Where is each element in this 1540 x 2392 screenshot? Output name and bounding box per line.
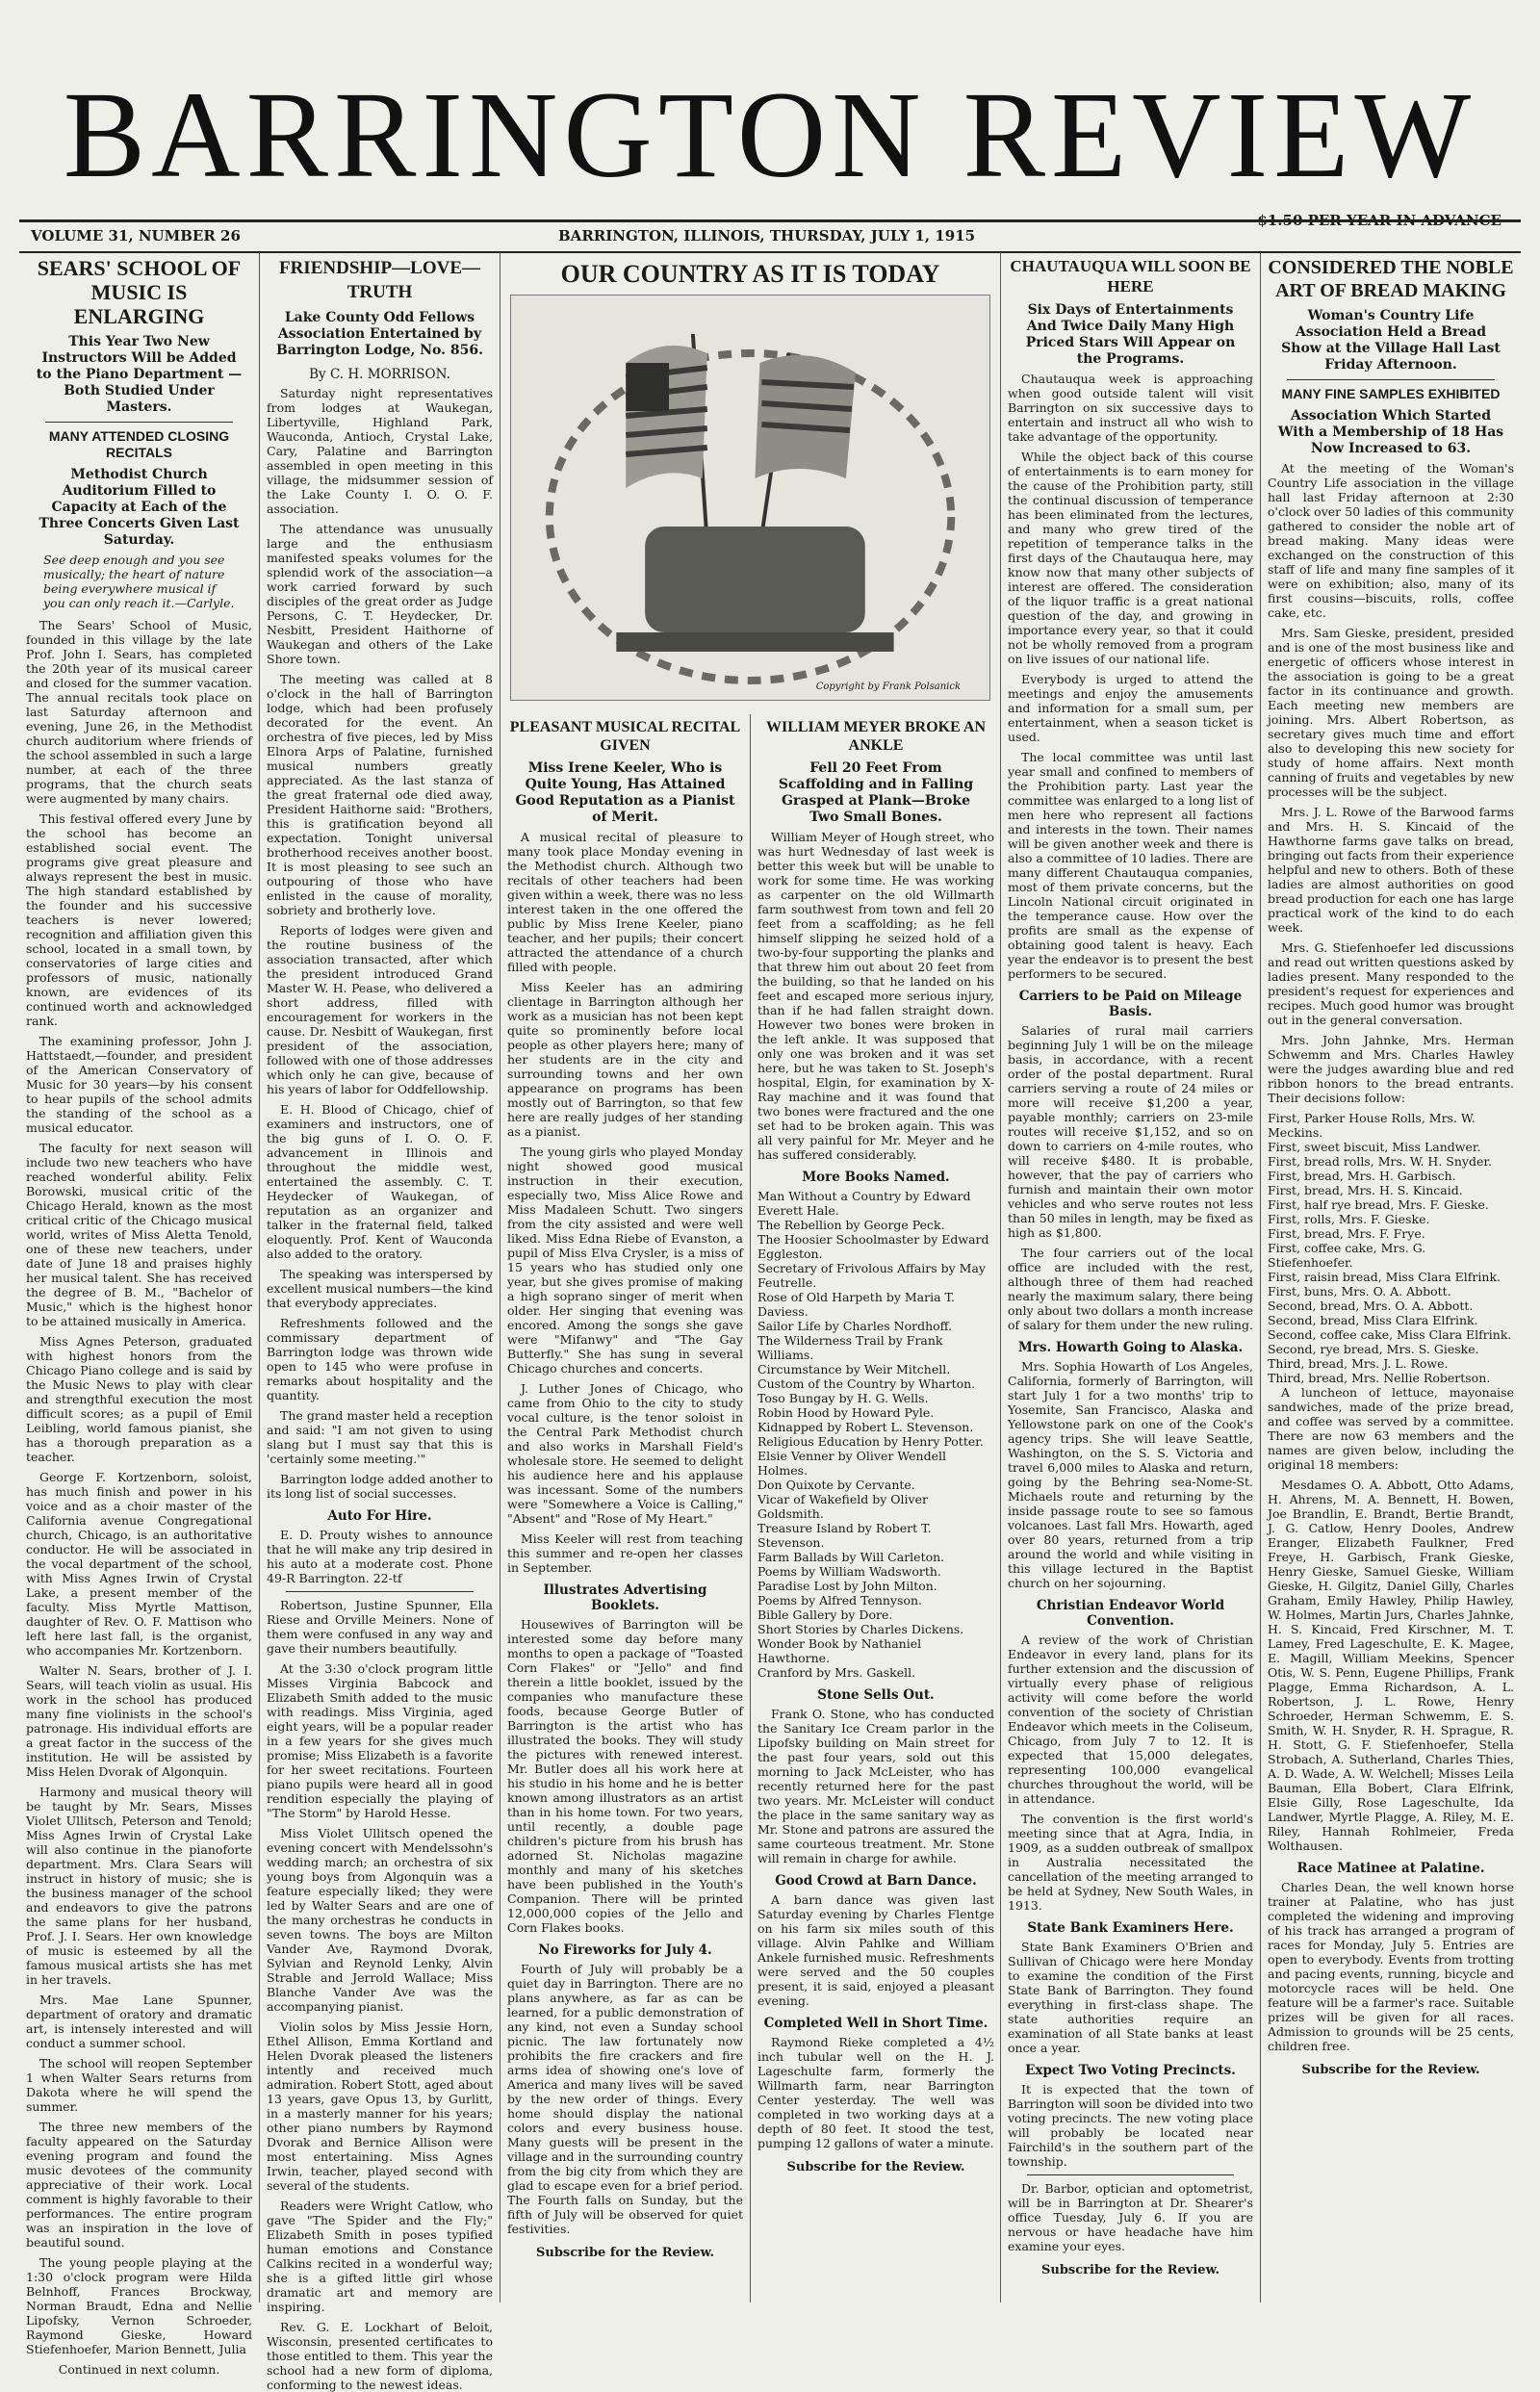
article-body xyxy=(1008,1940,1253,2055)
paragraph: J. Luther Jones of Chicago, who came from Ohio to the city to study vocal culture, is the tenor soloist in the Central Park Methodist church and also works in Marshall Field's wholesale store. He seemed to delight his audience here and his applause was incessant. Some of the numbers were "Somewhere a Voice is Calling," "Absent" and "Rose of My Heart." xyxy=(507,1381,743,1526)
subhead-barn-dance: Good Crowd at Barn Dance. xyxy=(775,1873,977,1889)
paragraph: Barrington lodge added another to its long list of social successes. xyxy=(267,1472,493,1501)
paragraph: Rev. G. E. Lockhart of Beloit, Wisconsin, presented certificates to those entitled to them. This year the school had a new form of diploma, conforming to the newest ideas. xyxy=(267,2320,493,2392)
deck-recitals: Methodist Church Auditorium Filled to Capacity at Each of the Three Concerts Given Last Saturday. xyxy=(38,467,240,548)
paragraph: E. H. Blood of Chicago, chief of examiners and instructors, one of the big guns of I. O. O. F. advancement in Illinois and throughout the middle west, entertained the assembly. C. T. Heydecker of Waukegan, of reputation as an organizer and talker in the fraternal field, talked eloquently. Prof. Kent of Wauconda also added to the oratory. xyxy=(267,1102,493,1261)
paragraph: A luncheon of lettuce, mayonaise sandwiches, made of the prize bread, and coffee was served by a committee. There are now 63 members and the names are given below, including the original 18 members: xyxy=(1268,1385,1514,1472)
headline-bread-making: CONSIDERED THE NOBLE ART OF BREAD MAKING xyxy=(1268,257,1514,301)
epigraph: See deep enough and you see musically; the heart of nature being everywhere musical if you can only reach it.—Carlyle. xyxy=(43,553,235,610)
paragraph: Salaries of rural mail carriers beginning July 1 will be on the mileage basis, in accordance, with a recent order of the postal department. Rural carriers serving a route of 24 miles or more will receive $1,200 a year, payable monthly; carriers on 23-mile routes will receive $1,152, and so on down to carriers on 4-mile routes, who will receive $480. It is probable, however, that the pay of carriers who furnish and maintain their own motor vehicles and who serve routes not less than 50 miles in length, may be fixed as high as $1,800. xyxy=(1008,1023,1253,1240)
subscribe-note: Subscribe for the Review. xyxy=(1301,2063,1480,2077)
list-item: Man Without a Country by Edward Everett Hale. xyxy=(757,1189,971,1218)
deck-musical-recital: Miss Irene Keeler, Who is Quite Young, Has Attained Good Reputation as a Pianist of Merit. xyxy=(515,760,735,825)
paragraph: The speaking was interspersed by excellent musical numbers—the kind that everybody appreciates. xyxy=(267,1267,493,1310)
deck-sears-school: This Year Two New Instructors Will be Added to the Piano Department —Both Studied Under Masters. xyxy=(36,334,243,415)
article-body xyxy=(1008,1023,1253,1332)
paragraph: Miss Keeler has an admiring clientage in Barrington although her work as a musician has not been kept quite so prominently before local people as other players here; many of her students are in the city and surrounding towns and her own appearance on programs has been mostly out of Barrington, so that few here are really judges of her standing as a pianist. xyxy=(507,980,743,1139)
headline-william-meyer: WILLIAM MEYER BROKE AN ANKLE xyxy=(765,719,987,754)
article-body xyxy=(1008,372,1253,981)
article-body xyxy=(1268,461,1514,1105)
list-item: Poems by William Wadsworth. xyxy=(757,1564,941,1579)
paragraph: The grand master held a reception and said: "I am not given to using slang but I must say that this is 'certainly some meeting.'" xyxy=(267,1408,493,1466)
list-item: First, rolls, Mrs. F. Gieske. xyxy=(1268,1212,1430,1226)
subhead-recitals: MANY ATTENDED CLOSING RECITALS xyxy=(48,428,230,460)
paragraph: Violin solos by Miss Jessie Horn, Ethel Allison, Emma Kortland and Helen Dvorak pleased the listeners intently and received much admiration. Robert Stott, aged about 13 years, gave Opus 13, by Gurlitt, in a masterly manner for his years; other piano numbers by Raymond Dvorak and Bernice Allison were most entertaining. Miss Agnes Irwin, teacher, played second with several of the students. xyxy=(267,2019,493,2193)
list-item: Vicar of Wakefield by Oliver Goldsmith. xyxy=(757,1492,928,1521)
deck-william-meyer: Fell 20 Feet From Scaffolding and in Falling Grasped at Plank—Broke Two Small Bones. xyxy=(778,760,974,825)
article-body xyxy=(757,1707,994,1865)
headline-sears-school: SEARS' SCHOOL OF MUSIC IS ENLARGING xyxy=(37,256,242,328)
article-body xyxy=(1008,2082,1253,2253)
column-musical-recital xyxy=(500,714,751,2302)
list-item: First, sweet biscuit, Miss Landwer. xyxy=(1268,1140,1481,1154)
paragraph: Saturday night representatives from lodges at Waukegan, Libertyville, Highland Park, Wauconda, Antioch, Crystal Lake, Cary, Palatine and Barrington assembled in open meeting in this village, the midsummer session of the Lake County I. O. O. F. association. xyxy=(267,386,493,516)
paragraph: Harmony and musical theory will be taught by Mr. Sears, Misses Violet Ullitsch, Peterson and Tenold; Miss Agnes Irwin of Crystal Lake will also continue in the pianoforte department. Mrs. Clara Sears will instruct in history of music; she is the business manager of the school and endeavors to give the patrons the same plans for her husband, Prof. J. I. Sears. Her own knowledge of music is esteemed by all the famous musical artists she has met in her travels. xyxy=(26,1785,252,1987)
list-item: Toso Bungay by H. G. Wells. xyxy=(757,1391,929,1405)
paragraph: E. D. Prouty wishes to announce that he will make any trip desired in his auto at a moderate cost. Phone 49-R Barrington. 22-tf xyxy=(267,1528,493,1585)
paragraph: The examining professor, John J. Hattstaedt,—founder, and president of the American Conservatory of Music for 30 years—by his consent to hear pupils of the school admits the standing of the school as a musical educator. xyxy=(26,1034,252,1135)
deck-odd-fellows: Lake County Odd Fellows Association Entertained by Barrington Lodge, No. 856. xyxy=(276,310,483,358)
paragraph: The three new members of the faculty appeared on the Saturday evening program and found the music devotees of the community appreciative of their work. Local comment is highly favorable to their performances. The entire program was an inspiration in the love of beautiful sound. xyxy=(26,2120,252,2250)
paragraph: This festival offered every June by the school has become an established social event. The programs give great pleasure and always represent the best in music. The high standard established by the founder and his successive teachers is never lowered; recognition and affiliation given this school, located in a small town, by conservatories of large cities and professors of music, nationally known, are evidences of its continued worth and acknowledged rank. xyxy=(26,811,252,1028)
paragraph: Chautauqua week is approaching when good outside talent will visit Barrington on six successive days to entertain and instruct all who wish to take advantage of the opportunity. xyxy=(1008,372,1253,444)
dateline-bar xyxy=(19,219,1521,253)
subscription-price: $1.50 PER YEAR IN ADVANCE xyxy=(1257,212,1502,229)
list-item: Kidnapped by Robert L. Stevenson. xyxy=(757,1420,974,1434)
list-item: Custom of the Country by Wharton. xyxy=(757,1376,976,1391)
paragraph: Refreshments followed and the commissary department of Barrington lodge was thrown wide open to 145 who were profuse in remarks about hospitality and the quantity. xyxy=(267,1316,493,1402)
column-sears-school xyxy=(19,252,260,2377)
dateline: BARRINGTON, ILLINOIS, THURSDAY, JULY 1, 1915 xyxy=(558,227,976,244)
list-item: First, coffee cake, Mrs. G. Stiefenhoefer. xyxy=(1268,1241,1426,1270)
column-william-meyer xyxy=(751,714,1001,2302)
list-item: Paradise Lost by John Milton. xyxy=(757,1579,937,1593)
headline-chautauqua: CHAUTAUQUA WILL SOON BE HERE xyxy=(1010,257,1251,296)
paragraph: A musical recital of pleasure to many took place Monday evening in the Methodist church. Although two recitals of other teachers had been given within a week, there was no less interest taken in the one offered the public by Miss Irene Keeler, piano teacher, and her pupils; their concert attracted the attendance of a church filled with people. xyxy=(507,830,743,974)
paragraph: A review of the work of Christian Endeavor in every land, plans for its further extension and the discussion of virtually every phase of religious activity will come before the world convention of the society of Christian Endeavor which meets in the Coliseum, Chicago, from July 7 to 12. It is expected that 15,000 delegates, representing 100,000 evangelical churches throughout the world, will be in attendance. xyxy=(1008,1633,1253,1806)
paragraph: The meeting was called at 8 o'clock in the hall of Barrington lodge, which had been profusely decorated for the event. An orchestra of five pieces, led by Miss Elnora Arps of Palatine, furnished musical numbers greatly appreciated. As the last stanza of the great fraternal ode died away, President Haithorne said: "Brothers, this is gratification beyond all expectation. Tonight universal brotherhood receives another boost. It is most pleasing to see such an outpouring of those who have enlisted in the cause of morality, sobriety and brotherly love. xyxy=(267,672,493,917)
subhead-bank-examiners: State Bank Examiners Here. xyxy=(1027,1920,1234,1936)
article-body xyxy=(1268,1880,1514,2053)
list-item: Bible Gallery by Dore. xyxy=(757,1608,893,1622)
books-list xyxy=(757,1189,994,1680)
list-item: First, bread, Mrs. H. S. Kincaid. xyxy=(1268,1183,1463,1197)
subhead-race-matinee: Race Matinee at Palatine. xyxy=(1296,1861,1485,1876)
awards-list xyxy=(1268,1111,1514,1385)
article-body xyxy=(507,830,743,1575)
list-item: First, raisin bread, Miss Clara Elfrink. xyxy=(1268,1270,1502,1284)
list-item: The Hoosier Schoolmaster by Edward Eggleston. xyxy=(757,1232,989,1261)
headline-our-country: OUR COUNTRY AS IT IS TODAY xyxy=(560,260,940,288)
flag-photo-art xyxy=(511,296,989,700)
list-item: First, bread, Mrs. F. Frye. xyxy=(1268,1226,1425,1241)
paragraph: Miss Violet Ullitsch opened the evening concert with Mendelssohn's wedding march; an orchestra of six young boys from Algonquin was a feature especially liked; they were led by Walter Sears and are one of the many orchestras he conducts in seven towns. The boys are Milton Vander Ave, Raymond Dvorak, Sylvian and Reynold Lenky, Alvin Strable and Jerrold Wallace; Miss Blanche Vander Ave was the accompanying pianist. xyxy=(267,1826,493,2014)
subhead-more-books: More Books Named. xyxy=(802,1170,950,1185)
paragraph: It is expected that the town of Barrington will soon be divided into two voting precincts. The new voting place will probably be located near Fairchild's in the southern part of the township. xyxy=(1008,2082,1253,2169)
article-body xyxy=(507,1617,743,1935)
list-item: Poems by Alfred Tennyson. xyxy=(757,1593,922,1608)
list-item: Elsie Venner by Oliver Wendell Holmes. xyxy=(757,1449,946,1478)
paragraph: The convention is the first world's meeting since that at Agra, India, in 1909, as a sudden outbreak of smallpox in Australia necessitated the cancellation of the meeting arranged to be held at Sydney, New South Wales, in 1913. xyxy=(1008,1812,1253,1913)
list-item: Third, bread, Mrs. Nellie Robertson. xyxy=(1268,1371,1491,1385)
article-body xyxy=(507,1962,743,2236)
paragraph: Mrs. Sophia Howarth of Los Angeles, California, formerly of Barrington, will start July 1 for a two months' trip to Yosemite, San Francisco, Alaska and Yellowstone park on one of the Cook's agency trips. She will leave Seattle, Washington, on the S. S. Victoria and travel 6,000 miles to Alaska and return, going by the Behring sea-Nome-St. Michaels route and returning by the inside passage route to see so famous volcanoes. Last fall Mrs. Howarth, aged over 80 years, returned from a trip around the world and while visiting in this village lectured in the Baptist church on her sojourning. xyxy=(1008,1359,1253,1590)
paragraph: Dr. Barbor, optician and optometrist, will be in Barrington at Dr. Shearer's office Tuesday, July 6. If you are nervous or have headache have him examine your eyes. xyxy=(1008,2181,1253,2253)
subhead-stone-sells-out: Stone Sells Out. xyxy=(817,1687,935,1703)
paragraph: The four carriers out of the local office are included with the rest, although three of them had reached nearly the maximum salary, there being only about two dollars a month increase of salary for them under the new ruling. xyxy=(1008,1246,1253,1332)
paragraph: The young people playing at the 1:30 o'clock program were Hilda Belnhoff, Frances Brockway, Norman Braudt, Edna and Nellie Lipofsky, Vernon Schroeder, Raymond Gieske, Howard Stiefenhoefer, Marion Bennett, Julia xyxy=(26,2255,252,2356)
divider xyxy=(1287,379,1495,380)
byline: By C. H. MORRISON. xyxy=(309,367,450,382)
column-bread-making xyxy=(1261,252,1521,2302)
deck-samples: Association Which Started With a Membership of 18 Has Now Increased to 63. xyxy=(1277,408,1504,456)
list-item: First, buns, Mrs. O. A. Abbott. xyxy=(1268,1284,1451,1299)
list-item: Don Quixote by Cervante. xyxy=(757,1478,915,1492)
deck-bread-making: Woman's Country Life Association Held a Bread Show at the Village Hall Last Friday Afternoon. xyxy=(1281,308,1501,373)
paragraph: Miss Agnes Peterson, graduated with highest honors from the Chicago Piano college and is said by the Music News to play with clear and strengthful execution the most difficult scores; as a pupil of Emil Leibling, world famous pianist, she has a thorough preparation as a teacher. xyxy=(26,1334,252,1464)
paragraph: At the 3:30 o'clock program little Misses Virginia Babcock and Elizabeth Smith added to the music with readings. Miss Virginia, aged eight years, will be a popular reader in a few years for she gives much promise; Miss Elizabeth is a favorite for her sweet recitations. Fourteen piano pupils were heard all in good rendition especially the playing of "The Storm" by Harold Hesse. xyxy=(267,1661,493,1820)
subhead-no-fireworks: No Fireworks for July 4. xyxy=(538,1942,712,1958)
subhead-christian-endeavor: Christian Endeavor World Convention. xyxy=(1036,1598,1225,1629)
paragraph: Mrs. Mae Lane Spunner, department of oratory and dramatic art, is intensely interested and will conduct a summer school. xyxy=(26,1993,252,2050)
paragraph: Walter N. Sears, brother of J. I. Sears, will teach violin as usual. His work in the school has produced many fine violinists in the school's patronage. His individual efforts are a great factor in the success of the institution. He will be assisted by Miss Helen Dvorak of Algonquin. xyxy=(26,1663,252,1779)
paragraph: Mrs. Sam Gieske, president, presided and is one of the most business like and energetic of officers whose interest in the association is going to be a great factor in its continuance and growth. Each meeting new members are joining. Mrs. Albert Robertson, as secretary gives much time and effort also to developing this new society for study of home affairs. Next month canning of fruits and vegetables by new processes will be the subject. xyxy=(1268,626,1514,799)
paragraph: State Bank Examiners O'Brien and Sullivan of Chicago were here Monday to examine the condition of the First State Bank of Barrington. They found everything in first-class shape. The state authorities require an examination of all State banks at least once a year. xyxy=(1008,1940,1253,2055)
list-item: Treasure Island by Robert T. Stevenson. xyxy=(757,1521,932,1550)
paragraph: William Meyer of Hough street, who was hurt Wednesday of last week is better this week but will be unable to work for some time. He was working as carpenter on the old Willmarth farm southwest from town and fell 20 feet from a scaffolding; as he fell himself slipping he seized hold of a two-by-four supporting the planks and that threw him out about 20 feet from the building, so that he landed on his feet and escaped more serious injury, than if he had fallen straight down. However two bones were broken in the left ankle. It was supposed that only one was broken and it was set here, but he was taken to St. Joseph's hospital, Elgin, for examination by X-Ray machine and it was found that two bones were fractured and the one set had to be broken again. This was all very painful for Mr. Meyer and he has suffered considerably. xyxy=(757,830,994,1162)
list-item: Second, bread, Mrs. O. A. Abbott. xyxy=(1268,1299,1474,1313)
paragraph: Mrs. G. Stiefenhoefer led discussions and read out written questions asked by ladies present. Many responded to the president's request for experiences and recipes. Much good humor was brought out in the general conversation. xyxy=(1268,940,1514,1027)
list-item: Second, coffee cake, Miss Clara Elfrink. xyxy=(1268,1327,1512,1342)
article-body xyxy=(267,386,493,1501)
column-odd-fellows xyxy=(260,252,500,2392)
subscribe-note: Subscribe for the Review. xyxy=(536,2246,714,2260)
article-body xyxy=(1008,1359,1253,1590)
paragraph: George F. Kortzenborn, soloist, has much finish and power in his voice and as a choir master of the California avenue Congregational church, Chicago, is an authoritative conductor. He will be associated in the vocal department of the school, with Miss Agnes Irwin of Crystal Lake, a present member of the faculty. Miss Myrtle Mattison, daughter of Rev. O. F. Mattison who left here last fall, is the organist, who accompanies Mr. Kortzenborn. xyxy=(26,1470,252,1658)
article-body xyxy=(757,1892,994,2008)
deck-chautauqua: Six Days of Entertainments And Twice Daily Many High Priced Stars Will Appear on the Programs. xyxy=(1025,302,1236,367)
list-item: Third, bread, Mrs. J. L. Rowe. xyxy=(1268,1356,1449,1371)
paragraph: Frank O. Stone, who has conducted the Sanitary Ice Cream parlor in the Lipofsky building on Main street for the past four years, sold out this morning to Jack McLeister, who has recently returned here for the past two years. Mr. McLeister will conduct the place in the same sanitary way as Mr. Stone and patrons are assured the same courteous treatment. Mr. Stone will remain in charge for awhile. xyxy=(757,1707,994,1865)
continued-note: Continued in next column. xyxy=(58,2362,220,2377)
columns xyxy=(19,252,1521,2392)
list-item: First, Parker House Rolls, Mrs. W. Meckins. xyxy=(1268,1111,1476,1140)
list-item: Second, bread, Miss Clara Elfrink. xyxy=(1268,1313,1478,1327)
paragraph: Mesdames O. A. Abbott, Otto Adams, H. Ahrens, M. A. Bennett, H. Bowen, Joe Brandlin, E. Brandt, Bertie Brandt, J. G. Catlow, Henry Dooles, Andrew Eranger, Elizabeth Faulkner, Fred Freye, H. Garbisch, Frank Gieske, Henry Gieske, Samuel Gieske, William Gieske, H. Gilgitz, Daniel Gilly, Charles Graham, Emily Hawley, Philip Hawley, W. Holmes, Martin Jurs, Charles Jahnke, H. S. Kincaid, Fred Kirschner, M. T. Lamey, Fred Lageschulte, E. K. Magee, E. Magill, William Meekins, Spencer Otis, W. S. Penn, Eugene Phillips, Frank Plagge, Emma Richardson, A. L. Robertson, J. L. Rowe, Henry Schroeder, Herman Schwemm, E. S. Smith, W. H. Snyder, R. H. Sprague, R. H. Stott, G. F. Stiefenhoefer, Stella Strobach, A. Sutherland, Charles Thies, A. D. Wade, A. W. Welchell; Misses Leila Bauman, Ella Bobert, Clara Elfrink, Elsie Gilly, Rose Lageschulte, Ida Landwer, Myrtle Plagge, A. Riley, M. E. Riley, Hannah Rohlmeier, Freda Wolthausen. xyxy=(1268,1478,1514,1853)
paragraph: Raymond Rieke completed a 4½ inch tubular well on the H. J. Lageschulte farm, formerly the Willmarth farm, near Barrington Center yesterday. The well was completed in two working days at a depth of 80 feet. It stood the test, pumping 12 gallons of water a minute. xyxy=(757,2035,994,2150)
article-body xyxy=(1008,1633,1253,1913)
divider xyxy=(286,1591,474,1592)
subhead-howarth-alaska: Mrs. Howarth Going to Alaska. xyxy=(1017,1340,1244,1355)
list-item: Rose of Old Harpeth by Maria T. Daviess. xyxy=(757,1290,956,1319)
column-chautauqua xyxy=(1001,252,1261,2302)
article-body xyxy=(757,2035,994,2150)
list-item: Short Stories by Charles Dickens. xyxy=(757,1622,964,1636)
paragraph: The young girls who played Monday night showed good musical instruction in their execution, especially two, Miss Alice Rowe and Miss Madaleen Schutt. Two singers from the city assisted and were well liked. Miss Edna Riebe of Evanston, a pupil of Miss Elva Crysler, is a miss of 15 years who has studied only one year, but she gives promise of making a high soprano singer of merit when older. Her singing that evening was encored. Among the songs she gave were "Mifanwy" and "The Gay Butterfly." She has sung in several Chicago churches and concerts. xyxy=(507,1145,743,1376)
paragraph: Readers were Wright Catlow, who gave "The Spider and the Fly;" Elizabeth Smith in poses typified human emotions and Constance Calkins recited in a wonderful way; she is a gifted little girl whose dramatic art and memory are inspiring. xyxy=(267,2199,493,2314)
list-item: The Rebellion by George Peck. xyxy=(757,1218,945,1232)
paragraph: Housewives of Barrington will be interested some day before many months to open a package of "Toasted Corn Flakes" or "Jello" and find therein a little booklet, issued by the companies who manufacture these foods, because George Butler of Barrington is the artist who has illustrated the books. They will study the pictures with renewed interest. Mr. Butler does all his work here at his studio in his home and he is better known among illustrators as an artist than in his home town. For two years, until recently, a double page children's picture from his brush has adorned St. Nicholas magazine monthly and many of his sketches have been published in the Youth's Companion. There will be printed 12,000,000 copies of the Jello and Corn Flakes books. xyxy=(507,1617,743,1935)
center-block xyxy=(500,252,1001,2302)
paragraph: The attendance was unusually large and the enthusiasm manifested speaks volumes for the splendid work of the association—a work carried forward by such disciples of the great order as Judge Persons, C. T. Heydecker, Dr. Nesbitt, President Haithorne of Waukegan and others of the Lake Shore town. xyxy=(267,522,493,666)
list-item: Sailor Life by Charles Nordhoff. xyxy=(757,1319,953,1333)
list-item: Second, rye bread, Mrs. S. Gieske. xyxy=(1268,1342,1479,1356)
divider xyxy=(45,422,233,423)
masthead xyxy=(0,58,1540,212)
list-item: Robin Hood by Howard Pyle. xyxy=(757,1405,935,1420)
subhead-mail-carriers: Carriers to be Paid on Mileage Basis. xyxy=(1018,989,1243,1019)
headline-musical-recital: PLEASANT MUSICAL RECITAL GIVEN xyxy=(509,719,741,754)
paragraph: A barn dance was given last Saturday evening by Charles Flentge on his farm six miles south of this village. Alvin Pahlke and William Ankele furnished music. Refreshments were served and the 50 couples present, it is said, enjoyed a pleasant evening. xyxy=(757,1892,994,2008)
list-item: Circumstance by Weir Mitchell. xyxy=(757,1362,951,1376)
article-body xyxy=(267,1528,493,2392)
divider xyxy=(1027,2174,1234,2175)
volume-number: VOLUME 31, NUMBER 26 xyxy=(31,227,241,244)
subhead-advertising-booklets: Illustrates Advertising Booklets. xyxy=(543,1582,707,1613)
subhead-auto-for-hire: Auto For Hire. xyxy=(327,1508,432,1524)
paragraph: Miss Keeler will rest from teaching this summer and re-open her classes in September. xyxy=(507,1531,743,1575)
list-item: Secretary of Frivolous Affairs by May Feutrelle. xyxy=(757,1261,986,1290)
paragraph: Reports of lodges were given and the routine business of the association transacted, after which the president introduced Grand Master W. H. Pease, who delivered a short address, filled with encouragement for workers in the cause. Dr. Nesbitt of Waukegan, first president of the association, followed with one of those addresses which only he can give, because of his years of labor for Oddfellowship. xyxy=(267,923,493,1096)
list-item: Cranford by Mrs. Gaskell. xyxy=(757,1665,916,1680)
paragraph: While the object back of this course of entertainments is to earn money for the cause of the Prohibition party, still the continual discussion of temperance has been eliminated from the lectures, and many who grew tired of the repetition of temperance talks in the first days of the Chautauqua here, may know now that many other subjects of interest are offered. The consideration of the liquor traffic is a great national question of the day, and growing in importance every year, so that it could not be wholly removed from a program on live issues of our national life. xyxy=(1008,450,1253,666)
list-item: First, bread, Mrs. H. Garbisch. xyxy=(1268,1169,1456,1183)
paragraph: The Sears' School of Music, founded in this village by the late Prof. John I. Sears, has completed the 20th year of its musical career and closed for the summer vacation. The annual recitals took place on last Saturday afternoon and evening, June 26, in the Methodist church auditorium where friends of the school assembled in such a large number, at each of the three programs, that the church seats were augmented by many chairs. xyxy=(26,618,252,806)
paragraph: Robertson, Justine Spunner, Ella Riese and Orville Meiners. None of them were confused in any way and gave their numbers beautifully. xyxy=(267,1598,493,1656)
paragraph: Everybody is urged to attend the meetings and enjoy the amusements and information for a small sum, per entertainment, when a season ticket is used. xyxy=(1008,672,1253,744)
subhead-completed-well: Completed Well in Short Time. xyxy=(763,2016,988,2031)
article-body xyxy=(26,618,252,2356)
list-item: Farm Ballads by Will Carleton. xyxy=(757,1550,945,1564)
article-body xyxy=(1268,1385,1514,1853)
list-item: The Wilderness Trail by Frank Williams. xyxy=(757,1333,943,1362)
masthead-title: BARRINGTON REVIEW xyxy=(63,66,1477,203)
article-body xyxy=(757,830,994,1162)
paragraph: Mrs. John Jahnke, Mrs. Herman Schwemm and Mrs. Charles Hawley were the judges awarding blue and red ribbon honors to the bread entrants. Their decisions follow: xyxy=(1268,1033,1514,1105)
paragraph: Charles Dean, the well known horse trainer at Palatine, who has just completed the widening and improving of his track has arranged a program of races for Monday, July 5. Entries are open to everybody. Events from trotting and pacing events, running, bicycle and motorcycle races will be held. One feature will be a farmer's race. Suitable prizes will be given for all races. Admission to grounds will be 25 cents, children free. xyxy=(1268,1880,1514,2053)
paragraph: The school will reopen September 1 when Walter Sears returns from Dakota where he will spend the summer. xyxy=(26,2056,252,2114)
paragraph: Fourth of July will probably be a quiet day in Barrington. There are no plans anywhere, as far as can be learned, for a public demonstration of any kind, not even a Sunday school picnic. The law fortunately now prohibits the fire crackers and fire arms idea of showing one's love of America and many lives will be saved by the new order of things. Every home should display the national colors and every business house. Many guests will be present in the village and in the surrounding country from the big city from which they are glad to escape even for a brief period. The Fourth falls on Sunday, but the fifth of July will be observed for quiet festivities. xyxy=(507,1962,743,2236)
paragraph: At the meeting of the Woman's Country Life association in the village hall last Friday afternoon at 2:30 o'clock over 50 ladies of this community gathered to consider the noble art of bread making. Many ideas were exchanged on the construction of this staff of life and many fine samples of it were on exhibition; also, many of its first cousins—biscuits, rolls, coffee cake, etc. xyxy=(1268,461,1514,620)
subscribe-note: Subscribe for the Review. xyxy=(1041,2263,1219,2277)
subscribe-note: Subscribe for the Review. xyxy=(786,2160,965,2174)
list-item: Wonder Book by Nathaniel Hawthorne. xyxy=(757,1636,922,1665)
subhead-samples: MANY FINE SAMPLES EXHIBITED xyxy=(1281,386,1501,401)
paragraph: The local committee was until last year small and confined to members of the Prohibition party. Last year the committee was enlarged to a long list of men here who represent all factions and interests in the town. Their names will be given another week and there is also a committee of 10 ladies. There are many different Chautauqua companies, most of them private concerns, but the Lincoln National circuit originated in the temperance cause. How over the profits are small as the expense of obtaining good talent is heavy. Each year the endeavor is to present the best performers to be secured. xyxy=(1008,750,1254,981)
flag-photo xyxy=(510,295,990,701)
list-item: First, half rye bread, Mrs. F. Gieske. xyxy=(1268,1197,1489,1212)
list-item: Religious Education by Henry Potter. xyxy=(757,1434,984,1449)
subhead-voting-precincts: Expect Two Voting Precincts. xyxy=(1025,2063,1236,2078)
paragraph: Mrs. J. L. Rowe of the Barwood farms and Mrs. H. S. Kincaid of the Hawthorne farms gave talks on bread, bringing out facts from their experience helpful and new to others. Both of these ladies are almost authorities on good bread production for each one has large practical work of the kind to do each week. xyxy=(1268,805,1514,935)
photo-credit: Copyright by Frank Polsanick xyxy=(815,682,961,692)
headline-odd-fellows: FRIENDSHIP—LOVE—TRUTH xyxy=(278,258,481,302)
paragraph: The faculty for next season will include two new teachers who have reached wonderful ability. Felix Borowski, musical critic of the Chicago Herald, known as the most critical critic of the Chicago musical world, writes of Miss Aletta Tenold, one of these new teachers, under date of June 18 and praises highly her musical talent. She has received the degree of B. M., "Bachelor of Music," which is the highest honor to be attained musically in America. xyxy=(26,1141,252,1328)
list-item: First, bread rolls, Mrs. W. H. Snyder. xyxy=(1268,1154,1492,1169)
